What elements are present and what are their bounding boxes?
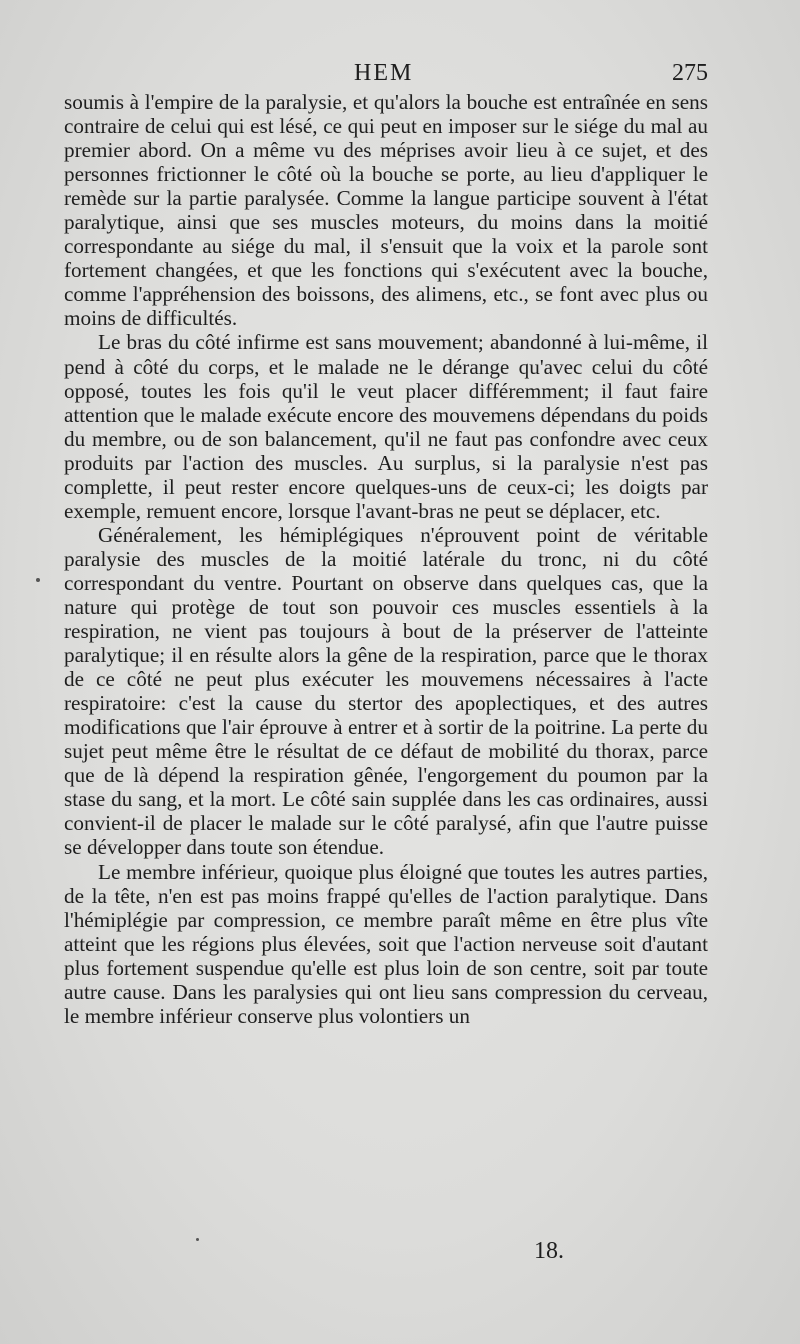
paragraph-3: Généralement, les hémiplégiques n'éprouvent point de véritable paralysie des muscles de la moitié latérale du tronc, ni du côté correspondant du ventre. Pourtant on observe dans quelques cas, que la nature qui protège de tout son pouvoir ces muscles essentiels à la respiration, ne vient pas toujours à bout de la préserver de l'atteinte paralytique; il en résulte alors la gêne de la respiration, parce que le thorax de ce côté ne peut plus exécuter les mouvemens nécessaires à l'acte respiratoire: c'est la cause du stertor des apoplectiques, et des autres modifications que l'air éprouve à entrer et à sortir de la poitrine. La perte du sujet peut même être le résultat de ce défaut de mobilité du thorax, parce que de là dépend la respiration gênée, l'engorgement du poumon par la stase du sang, et la mort. Le côté sain supplée dans les cas ordinaires, aussi convient-il de placer le malade sur le côté paralysé, afin que l'autre puisse se développer dans toute son étendue. — [64, 522, 708, 860]
page-header — [64, 60, 708, 92]
signature-mark: 18. — [534, 1238, 564, 1264]
paragraph-1: soumis à l'empire de la paralysie, et qu'alors la bouche est entraînée en sens contraire de celui qui est lésé, ce qui peut en imposer sur le siége du mal au premier abord. On a même vu des méprises avoir lieu à ce sujet, et des personnes frictionner le côté où la bouche se porte, au lieu d'appliquer le remède sur la partie paralysée. Comme la langue participe souvent à l'état paralytique, ainsi que ses muscles moteurs, du moins dans la moitié correspondante au siége du mal, il s'ensuit que la voix et la parole sont fortement changées, et que les fonctions qui s'exécutent avec la bouche, comme l'appréhension des boissons, des alimens, etc., se font avec plus ou moins de difficultés. — [64, 90, 708, 331]
paragraph-4: Le membre inférieur, quoique plus éloigné que toutes les autres parties, de la tête, n'en est pas moins frappé qu'elles de l'action paralytique. Dans l'hémiplégie par compression, ce membre paraît même en être plus vîte atteint que les régions plus élevées, soit que l'action nerveuse soit d'autant plus fortement suspendue qu'elle est plus loin de son centre, soit par toute autre cause. Dans les paralysies qui ont lieu sans compression du cerveau, le membre inférieur conserve plus volontiers un — [64, 859, 708, 1028]
paragraph-2: Le bras du côté infirme est sans mouvement; abandonné à lui-même, il pend à côté du corps, et le malade ne le dérange qu'avec celui du côté opposé, toutes les fois qu'il le veut placer différemment; il faut faire attention que le malade exécute encore des mouvemens dépendans du poids du membre, ou de son balancement, qu'il ne faut pas confondre avec ceux produits par l'action des muscles. Au surplus, si la paralysie n'est pas complette, il peut rester encore quelques-uns de ceux-ci; les doigts par exemple, remuent encore, lorsque l'avant-bras ne peut se déplacer, etc. — [64, 330, 708, 523]
ink-speck — [36, 578, 40, 582]
page-number: 275 — [672, 60, 708, 86]
ink-speck — [196, 1238, 199, 1241]
body-text — [64, 90, 708, 1028]
running-head: HEM — [354, 60, 414, 86]
